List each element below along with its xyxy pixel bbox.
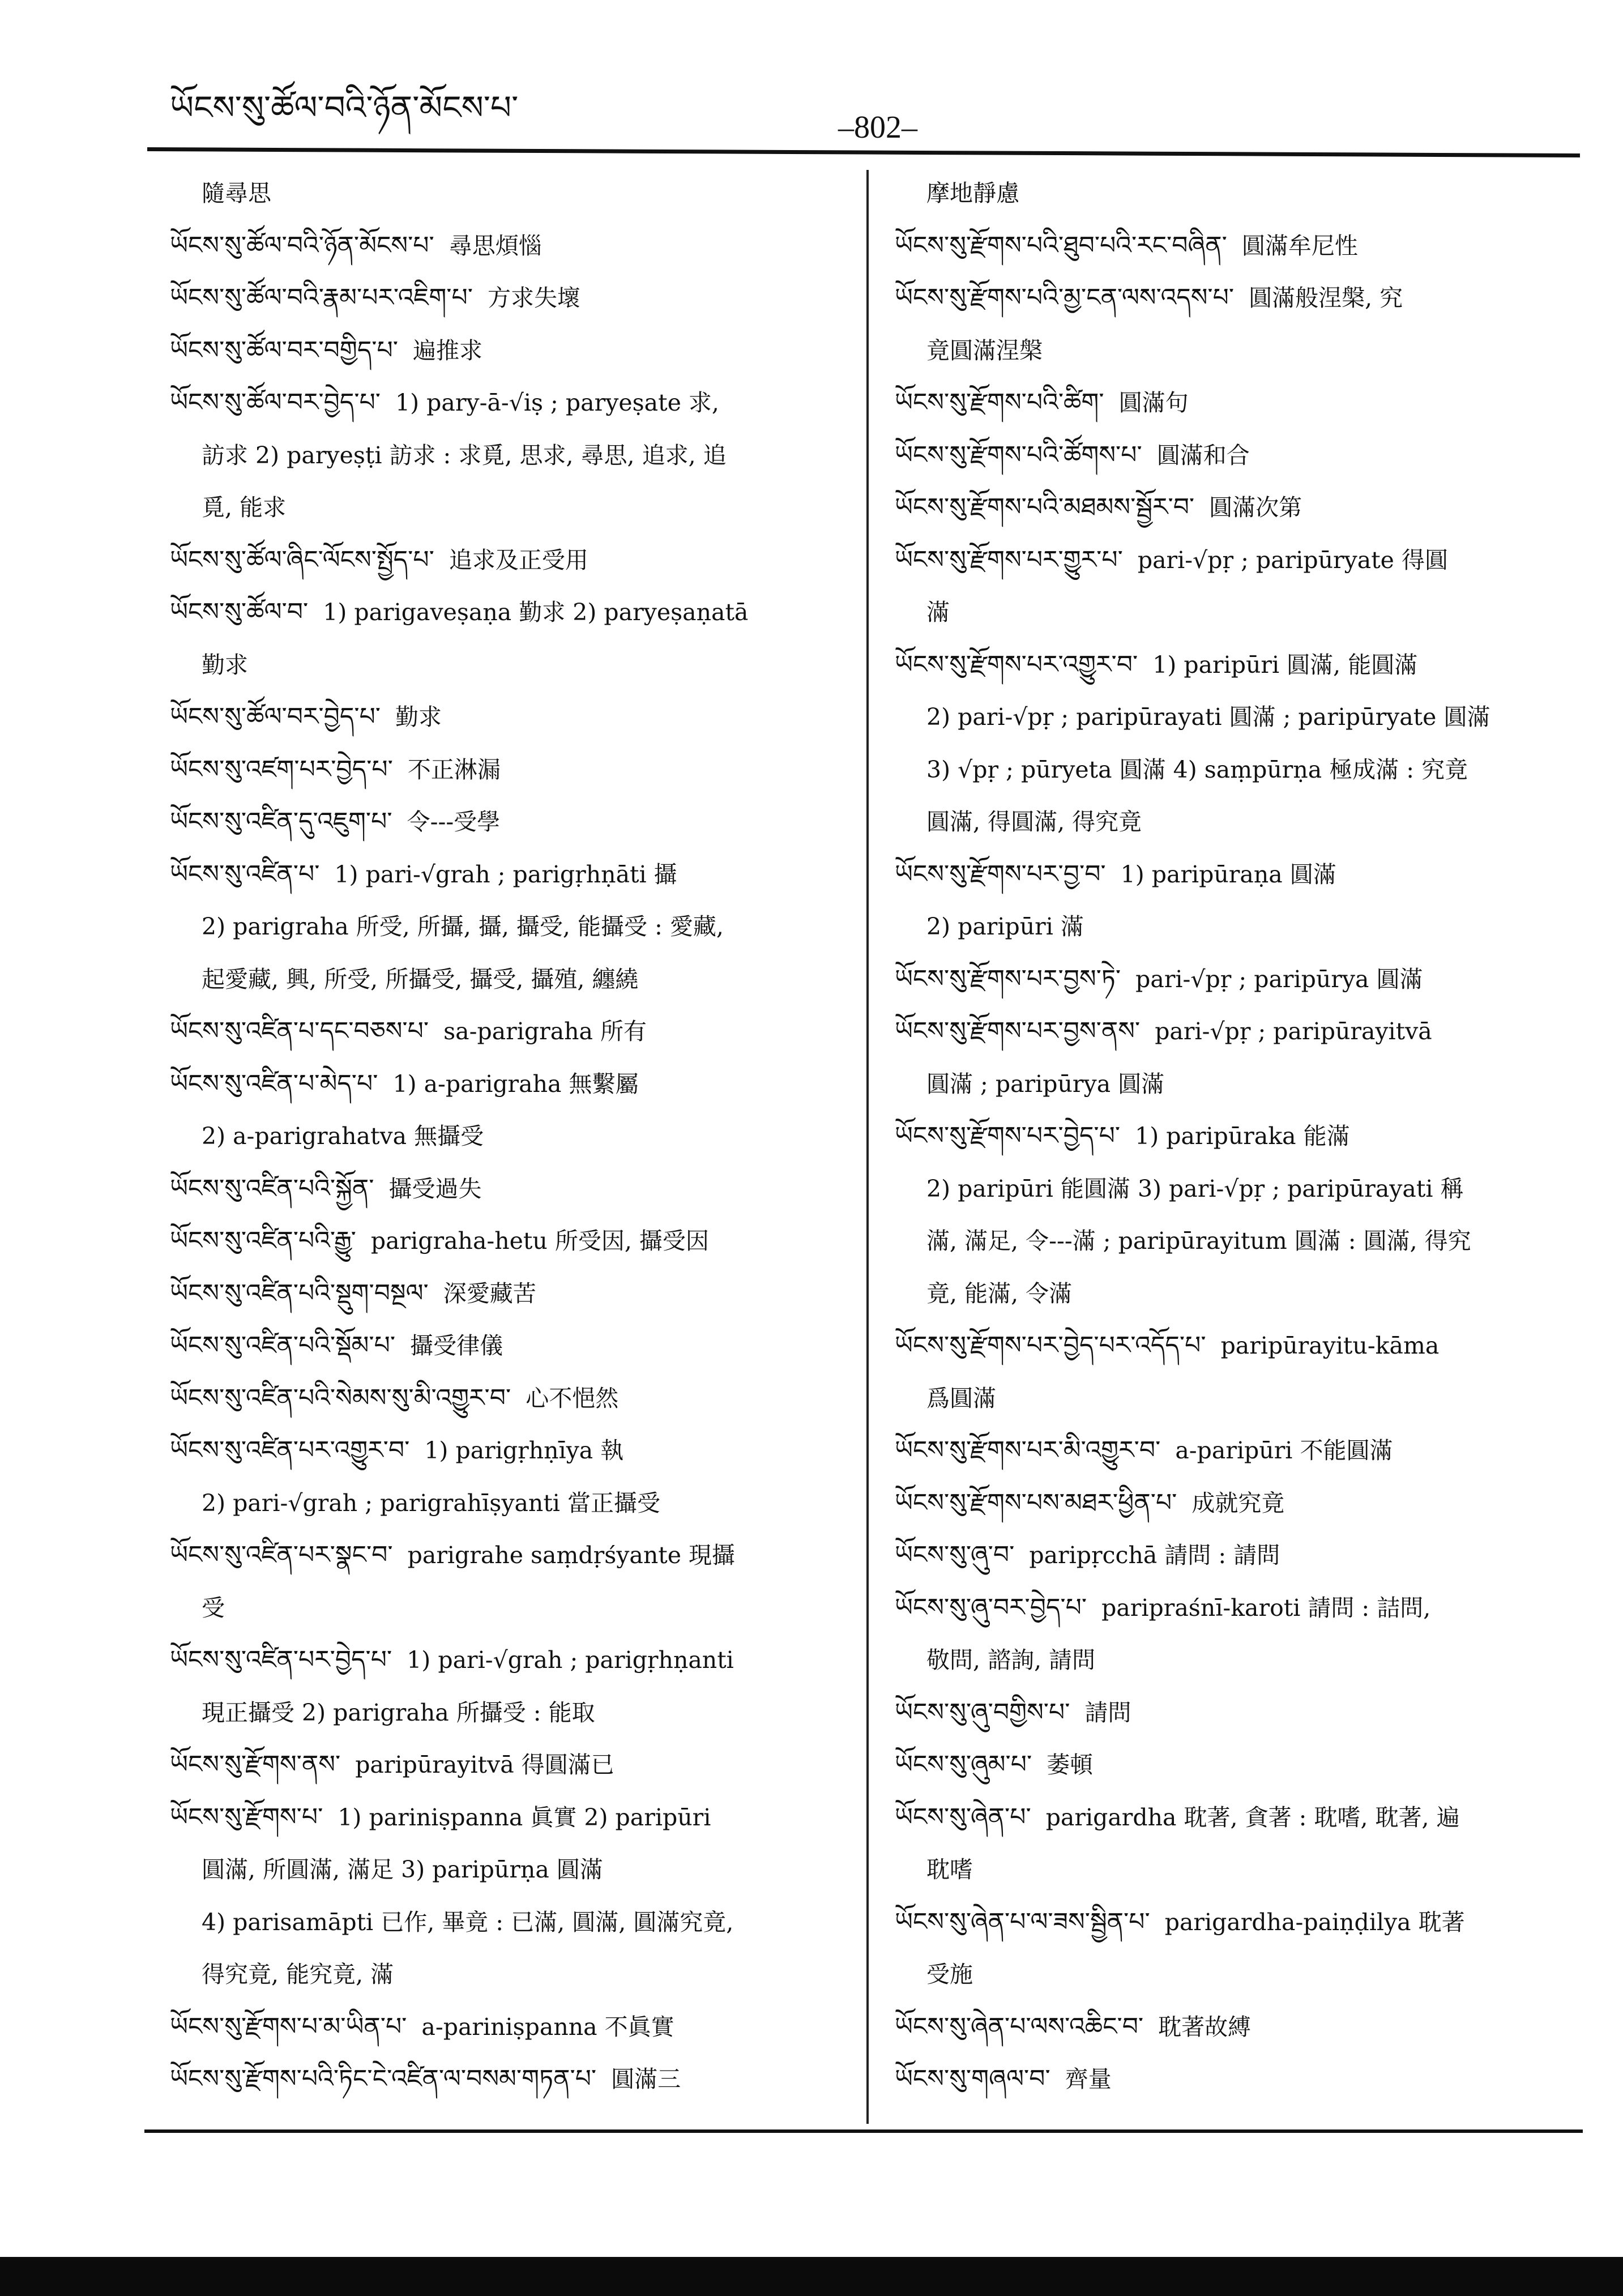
entry-continuation-line [895,1843,1586,1896]
entry-headline [895,1320,1586,1372]
left-column [170,167,849,2127]
entry-definition: parigardha-paiṇḍilya 耽著 [1164,1908,1465,1936]
tibetan-headword: ཡོངས་སུ་རྫོགས་པའི་ཏིང་ངེ་འཛིན་ལ་བསམ་གཏན་པ་ [170,2064,597,2093]
entry-definition: 爲圓滿 [926,1384,996,1412]
entry-headline [170,586,849,639]
entry-continuation-line [895,796,1586,848]
entry-definition: 勤求 [395,703,442,731]
dictionary-entry [170,325,849,377]
tibetan-headword: ཡོངས་སུ་རྫོགས་པར་མི་འགྱུར་བ་ [895,1436,1161,1465]
entry-definition: 起愛藏, 興, 所受, 所攝受, 攝受, 攝殖, 纏繞 [202,965,639,993]
entry-headline [170,534,849,587]
entry-definition: 心不悒然 [526,1384,619,1412]
entry-definition: sa-parigraha 所有 [443,1018,647,1045]
entry-headline [170,1424,849,1477]
entry-continuation-line [895,1058,1586,1111]
tibetan-headword: ཡོངས་སུ་འཛིན་པ་དང་བཅས་པ་ [170,1017,429,1045]
entry-definition: 2) a-parigrahatva 無攝受 [202,1123,484,1150]
entry-continuation-line [170,1843,849,1896]
tibetan-headword: ཡོངས་སུ་རྫོགས་པར་བྱེད་པ་ [895,1121,1121,1150]
tibetan-headword: ཡོངས་སུ་ཚོལ་བའི་རྣམ་པར་འཇིག་པ་ [170,283,473,312]
entry-definition: 1) paripūraṇa 圓滿 [1120,860,1336,888]
tibetan-headword: ཡོངས་སུ་འཛིན་པའི་སེམས་སུ་མི་འགྱུར་བ་ [170,1383,511,1412]
entry-headline [895,639,1586,692]
entry-continuation-line [895,1372,1586,1425]
dictionary-entry [895,953,1586,1006]
entry-continuation-line [170,167,849,220]
entry-headline [895,1477,1586,1530]
page-number: –802– [838,110,917,145]
entry-definition: 圓滿三 [611,2065,681,2093]
entry-definition: 訪求 2) paryeṣṭi 訪求 : 求覓, 思求, 尋思, 追求, 追 [202,441,727,469]
entry-definition: a-pariniṣpanna 不眞實 [421,2013,674,2041]
entry-continuation-line [170,639,849,692]
tibetan-headword: ཡོངས་སུ་ཞུམ་པ་ [895,1750,1032,1779]
dictionary-entry [895,1424,1586,1477]
entry-headline [170,1005,849,1058]
entry-definition: 不正淋漏 [407,756,501,783]
entry-definition: 竟圓滿涅槃 [926,336,1043,364]
dictionary-entry [170,1005,849,1058]
tibetan-headword: ཡོངས་སུ་རྫོགས་པའི་ཐུབ་པའི་རང་བཞིན་ [895,231,1227,260]
entry-definition: 1) parigaveṣaṇa 勤求 2) paryeṣaṇatā [323,599,749,626]
entry-headline [170,377,849,429]
entry-definition: 深愛藏苦 [443,1279,536,1307]
entry-definition: pari-√pṛ ; paripūryate 得圓 [1137,546,1448,574]
entry-continuation-line [170,429,849,482]
entry-headline [170,848,849,901]
entry-definition: 受 [202,1594,225,1621]
dictionary-entry [170,1424,849,1529]
dictionary-entry [895,167,1586,220]
entry-continuation-line [170,901,849,953]
tibetan-headword: ཡོངས་སུ་རྫོགས་པའི་མྱ་ངན་ལས་འདས་པ་ [895,283,1235,312]
entry-definition: 齊量 [1065,2065,1112,2093]
entry-headline [895,429,1586,482]
tibetan-headword: ཡོངས་སུ་རྫོགས་པར་འགྱུར་བ་ [895,650,1138,679]
entry-definition: parigrahe saṃdṛśyante 現攝 [407,1542,736,1569]
entry-definition: 2) paripūri 滿 [926,913,1084,940]
entry-definition: parigardha 耽著, 貪著 : 耽嗜, 耽著, 遍 [1045,1803,1460,1831]
dictionary-entry [170,796,849,848]
entry-continuation-line [895,325,1586,377]
entry-continuation-line [895,1634,1586,1687]
tibetan-headword: ཡོངས་སུ་འཛིན་པའི་རྒྱུ་ [170,1226,356,1255]
dictionary-entry [170,272,849,325]
header-rule [147,147,1580,157]
entry-definition: 成就究竟 [1191,1489,1285,1517]
entry-definition: 攝受過失 [388,1175,482,1202]
entry-continuation-line [895,167,1586,220]
entry-definition: 1) pariniṣpanna 眞實 2) paripūri [338,1803,711,1831]
dictionary-entry [895,1477,1586,1530]
entry-headline [895,2053,1586,2106]
entry-definition: 2) pari-√grah ; parigrahīṣyanti 當正攝受 [202,1489,660,1517]
dictionary-entry [895,481,1586,534]
dictionary-entry [895,429,1586,482]
entry-definition: 尋思煩惱 [449,232,542,259]
entry-definition: paripṛcchā 請問 : 請問 [1029,1542,1280,1569]
entry-headline [895,481,1586,534]
dictionary-entry [170,1268,849,1320]
entry-headline [895,1791,1586,1844]
tibetan-headword: ཡོངས་སུ་རྫོགས་པར་བྱས་ཏེ་ [895,964,1121,993]
tibetan-headword: ཡོངས་སུ་རྫོགས་པ་ [170,1802,323,1832]
tibetan-headword: ཡོངས་སུ་འཛིན་པ་ [170,859,320,889]
tibetan-headword: ཡོངས་སུ་གཞལ་བ་ [895,2064,1050,2093]
dictionary-entry [170,1163,849,1215]
entry-definition: 滿 [926,599,950,626]
dictionary-entry [895,1896,1586,2001]
dictionary-entry [170,1791,849,2001]
dictionary-entry [895,848,1586,953]
dictionary-entry [895,1320,1586,1424]
dictionary-entry [895,220,1586,272]
entry-headline [895,1424,1586,1477]
entry-definition: 摩地靜慮 [926,180,1019,207]
entry-headline [170,1739,849,1791]
entry-headline [170,796,849,848]
entry-continuation-line [895,901,1586,953]
entry-headline [170,1268,849,1320]
dictionary-entry [170,167,849,220]
entry-definition: 遍推求 [413,336,482,364]
dictionary-entry [895,1005,1586,1110]
entry-definition: 圓滿, 所圓滿, 滿足 3) paripūrṇa 圓滿 [202,1856,603,1883]
entry-headline [895,2001,1586,2054]
footer-rule [144,2129,1583,2133]
entry-definition: 1) pary-ā-√iṣ ; paryeṣate 求, [395,389,719,416]
entry-continuation-line [895,744,1586,796]
entry-definition: 圓滿牟尼性 [1241,232,1358,259]
entry-definition: 得究竟, 能究竟, 滿 [202,1961,394,1988]
entry-continuation-line [895,691,1586,744]
dictionary-entry [895,1791,1586,1896]
tibetan-headword: ཡོངས་སུ་ཚོལ་བར་བྱེད་པ་ [170,702,381,731]
entry-definition: 2) paripūri 能圓滿 3) pari-√pṛ ; paripūrayati 稱 [926,1175,1464,1202]
entry-continuation-line [895,1215,1586,1268]
entry-headline [170,2053,849,2106]
dictionary-entry [895,2001,1586,2054]
entry-definition: 竟, 能滿, 令滿 [926,1279,1073,1307]
entry-headline [895,1582,1586,1634]
entry-definition: 敬問, 諮詢, 請問 [926,1646,1096,1674]
entry-definition: 圓滿和合 [1156,441,1250,469]
entry-continuation-line [895,1948,1586,2001]
dictionary-entry [895,272,1586,377]
dictionary-entry [170,534,849,587]
tibetan-headword: ཡོངས་སུ་འཛིན་པའི་སྐྱོན་ [170,1173,374,1203]
entry-definition: 受施 [926,1961,973,1988]
entry-definition: a-paripūri 不能圓滿 [1175,1437,1393,1464]
entry-definition: 1) paripūri 圓滿, 能圓滿 [1152,651,1418,678]
entry-headline [895,1896,1586,1949]
dictionary-entry [170,744,849,796]
dictionary-entry [895,1687,1586,1739]
entry-continuation-line [170,953,849,1006]
dictionary-entry [895,534,1586,639]
entry-definition: 勤求 [202,651,248,678]
entry-definition: 覓, 能求 [202,494,287,521]
tibetan-headword: ཡོངས་སུ་ཚོལ་བའི་ཉོན་མོངས་པ་ [170,231,434,260]
tibetan-headword: ཡོངས་སུ་ཞེན་པ་ལ་ཟས་སྦྱིན་པ་ [895,1907,1150,1936]
tibetan-headword: ཡོངས་སུ་འཛིན་པའི་སྡོམ་པ་ [170,1331,396,1360]
tibetan-headword: ཡོངས་སུ་འཛིན་པར་སྣང་བ་ [170,1540,393,1569]
entry-definition: 1) parigṛhṇīya 執 [424,1437,624,1464]
tibetan-headword: ཡོངས་སུ་འཛིན་པར་བྱེད་པ་ [170,1645,392,1674]
entry-definition: parigraha-hetu 所受因, 攝受因 [370,1227,709,1254]
tibetan-headword: ཡོངས་སུ་ཞུ་བ་ [895,1540,1015,1569]
entry-continuation-line [170,481,849,534]
entry-headline [170,220,849,272]
entry-definition: 4) parisamāpti 已作, 畢竟 : 已滿, 圓滿, 圓滿究竟, [202,1908,734,1936]
entry-definition: 1) a-parigraha 無繫屬 [392,1070,639,1098]
dictionary-entry [170,1215,849,1268]
tibetan-headword: ཡོངས་སུ་ཚོལ་བར་བྱེད་པ་ [170,388,381,417]
tibetan-headword: ཡོངས་སུ་རྫོགས་པར་བྱ་བ་ [895,859,1106,889]
entry-definition: 2) parigraha 所受, 所攝, 攝, 攝受, 能攝受 : 愛藏, [202,913,724,940]
entry-headline [170,1320,849,1372]
entry-headline [170,1372,849,1425]
tibetan-headword: ཡོངས་སུ་རྫོགས་པའི་ཚིག་ [895,388,1104,417]
entry-headline [895,272,1586,325]
entry-continuation-line [170,1477,849,1530]
entry-headline [895,1110,1586,1163]
entry-definition: pari-√pṛ ; paripūrayitvā [1155,1018,1432,1045]
entry-definition: 令---受學 [407,808,501,835]
entry-definition: 1) pari-√grah ; parigṛhṇāti 攝 [334,860,677,888]
entry-headline [170,272,849,325]
entry-headline [895,377,1586,429]
entry-definition: 圓滿句 [1118,389,1189,416]
tibetan-headword: ཡོངས་སུ་རྫོགས་པའི་ཚོགས་པ་ [895,440,1142,470]
entry-continuation-line [170,1687,849,1739]
dictionary-entry [170,377,849,534]
entry-continuation-line [170,1110,849,1163]
tibetan-headword: ཡོངས་སུ་འཛིན་དུ་འཇུག་པ་ [170,807,392,836]
entry-definition: 圓滿, 得圓滿, 得究竟 [926,808,1142,835]
tibetan-headword: ཡོངས་སུ་ཚོལ་བར་བགྱིད་པ་ [170,335,398,365]
tibetan-headword: ཡོངས་སུ་འཛིན་པར་འགྱུར་བ་ [170,1436,410,1465]
entry-definition: 2) pari-√pṛ ; paripūrayati 圓滿 ; paripūryate 圓滿 [926,703,1490,731]
tibetan-headword: ཡོངས་སུ་རྫོགས་པའི་མཐམས་སྦྱོར་བ་ [895,493,1195,522]
entry-headline [170,1058,849,1111]
entry-continuation-line [170,1896,849,1949]
entry-headline [170,1163,849,1215]
entry-definition: paripraśnī-karoti 請問 : 詰問, [1101,1594,1431,1621]
tibetan-headword: ཡོངས་སུ་ཞེན་པ་ [895,1802,1031,1832]
entry-definition: 滿, 滿足, 令---滿 ; paripūrayitum 圓滿 : 圓滿, 得究 [926,1227,1471,1254]
entry-headline [895,220,1586,272]
entry-headline [895,1739,1586,1791]
dictionary-entry [895,377,1586,429]
entry-headline [895,848,1586,901]
entry-headline [895,1687,1586,1739]
entry-definition: 耽嗜 [926,1856,973,1883]
tibetan-headword: ཡོངས་སུ་ཚོལ་ཞིང་ལོངས་སྤྱོད་པ་ [170,545,434,574]
dictionary-entry [170,1372,849,1425]
dictionary-entry [895,639,1586,848]
entry-headline [170,744,849,796]
tibetan-headword: ཡོངས་སུ་རྫོགས་པས་མཐར་ཕྱིན་པ་ [895,1488,1177,1517]
entry-definition: 1) paripūraka 能滿 [1135,1123,1350,1150]
dictionary-entry [895,1739,1586,1791]
entry-definition: 隨尋思 [202,180,271,207]
dictionary-entry [170,1634,849,1739]
tibetan-headword: ཡོངས་སུ་རྫོགས་ནས་ [170,1750,341,1779]
dictionary-entry [895,2053,1586,2106]
entry-continuation-line [170,1582,849,1634]
entry-headline [170,691,849,744]
dictionary-entry [170,848,849,1006]
entry-definition: 方求失壞 [488,284,580,311]
entry-headline [170,325,849,377]
entry-headline [170,2001,849,2054]
dictionary-entry [170,2053,849,2106]
dictionary-entry [895,1582,1586,1687]
entry-headline [895,534,1586,587]
dictionary-entry [170,1058,849,1163]
running-head: ཡོངས་སུ་ཚོལ་བའི་ཉོན་མོངས་པ་ [170,88,519,127]
dictionary-entry [170,586,849,691]
entry-definition: paripūrayitu-kāma [1220,1332,1440,1359]
entry-continuation-line [895,1268,1586,1320]
tibetan-headword: ཡོངས་སུ་རྫོགས་པ་མ་ཡིན་པ་ [170,2012,407,2041]
dictionary-entry [170,1529,849,1634]
entry-definition: 圓滿次第 [1209,494,1302,521]
entry-headline [170,1529,849,1582]
tibetan-headword: ཡོངས་སུ་འཛིན་པ་མེད་པ་ [170,1069,378,1098]
dictionary-entry [170,220,849,272]
entry-definition: 耽著故縛 [1158,2013,1252,2041]
entry-definition: 追求及正受用 [449,546,588,574]
right-column [895,167,1586,2127]
entry-definition: 現正攝受 2) parigraha 所攝受 : 能取 [202,1698,595,1726]
entry-headline [895,1529,1586,1582]
column-divider [866,170,869,2124]
dictionary-entry [895,1529,1586,1582]
entry-headline [170,1215,849,1268]
tibetan-headword: ཡོངས་སུ་ཚོལ་བ་ [170,598,309,626]
tibetan-headword: ཡོངས་སུ་རྫོགས་པར་གྱུར་པ་ [895,545,1123,574]
dictionary-entry [170,1739,849,1791]
tibetan-headword: ཡོངས་སུ་རྫོགས་པར་བྱེད་པར་འདོད་པ་ [895,1331,1206,1360]
entry-definition: 請問 [1084,1698,1131,1726]
dictionary-entry [170,691,849,744]
entry-headline [895,1005,1586,1058]
dictionary-entry [895,1110,1586,1320]
entry-headline [170,1634,849,1687]
entry-definition: 圓滿 ; paripūrya 圓滿 [926,1070,1165,1098]
entry-definition: 1) pari-√grah ; parigṛhṇanti [407,1646,734,1674]
entry-continuation-line [895,586,1586,639]
scan-edge-band [0,2257,1623,2296]
tibetan-headword: ཡོངས་སུ་འཛག་པར་བྱེད་པ་ [170,754,393,784]
tibetan-headword: ཡོངས་སུ་ཞེན་པ་ལས་འཆིང་བ་ [895,2012,1144,2041]
entry-continuation-line [895,1163,1586,1215]
dictionary-entry [170,2001,849,2054]
tibetan-headword: ཡོངས་སུ་ཞུ་བགྱིས་པ་ [895,1697,1070,1727]
entry-definition: pari-√pṛ ; paripūrya 圓滿 [1135,965,1423,993]
entry-definition: 3) √pṛ ; pūryeta 圓滿 4) saṃpūrṇa 極成滿 : 究竟 [926,756,1468,783]
entry-definition: paripūrayitvā 得圓滿已 [355,1751,614,1778]
entry-headline [895,953,1586,1006]
tibetan-headword: ཡོངས་སུ་རྫོགས་པར་བྱས་ནས་ [895,1017,1141,1045]
entry-continuation-line [170,1948,849,2001]
dictionary-entry [170,1320,849,1372]
tibetan-headword: ཡོངས་སུ་འཛིན་པའི་སྡུག་བསྔལ་ [170,1278,429,1308]
entry-headline [170,1791,849,1844]
entry-definition: 圓滿般涅槃, 究 [1249,284,1403,311]
tibetan-headword: ཡོངས་སུ་ཞུ་བར་བྱེད་པ་ [895,1593,1087,1622]
entry-definition: 攝受律儀 [410,1332,503,1359]
entry-definition: 萎頓 [1047,1751,1094,1778]
